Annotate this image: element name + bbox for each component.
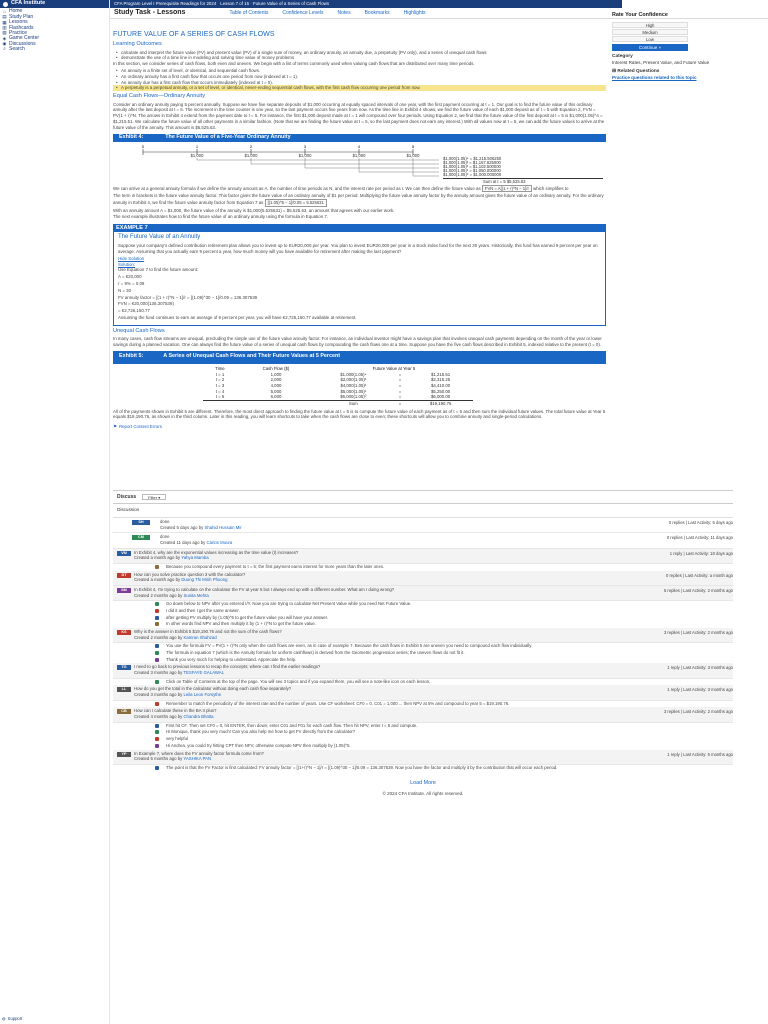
thread-meta: Created a month ago by Duong Thi Minh Phuong	[134, 577, 228, 583]
table-cell: t = 1	[215, 371, 225, 377]
discussion-thread	[113, 549, 733, 564]
avatar: YP	[117, 752, 131, 757]
table-cell: $2,000(1.05)³	[340, 377, 367, 383]
timeline-tick-label: 4	[357, 143, 361, 149]
discussion-thread	[113, 518, 733, 533]
tab-confidence-levels[interactable]: Confidence Levels	[282, 9, 324, 16]
solution-conclusion: Assuming the fund continues to earn an average of 9 percent per year, you will have €2,726,150.77 available at retirement.	[118, 315, 357, 321]
author-link[interactable]: Leila Leon Forsythe	[183, 692, 222, 698]
discussion-header	[113, 490, 733, 504]
reply-text: Because you compound every payment to t = 5; the first payment earns interest for more years than the later ones.	[166, 564, 385, 570]
timeline-tick-label: 2	[249, 143, 253, 149]
reply-text: In other words find NPV and then multiply it by (1 + r)^N to get the future value.	[166, 621, 316, 627]
reply-item	[113, 615, 733, 622]
continue-button[interactable]: Continue »	[612, 44, 688, 51]
avatar: DT	[117, 573, 131, 578]
solution-line: FV annuity factor = [(1 + r)^N − 1]/r = [(1.09)^30 − 1]/0.09 = 136.307539	[118, 294, 258, 300]
example-7-header: EXAMPLE 7	[113, 224, 606, 232]
discussion-thread	[113, 628, 733, 643]
compounding-arrow	[305, 158, 439, 168]
table-cell	[203, 400, 237, 406]
table-cell: t = 2	[215, 377, 225, 383]
sidebar-item-label: Home	[9, 8, 23, 15]
example-7-text: Suppose your company's defined contribution retirement plan allows you to invest up to EUR20,000 per year. You plan to invest EUR20,000 per year in a stock index fund for the next 30 years. Historically, this fund has earned 9 percent per year on average. Assuming that you actually earn 9 percent a year, how much money will you have available for retirement after making the last payment?	[118, 243, 598, 254]
avatar	[155, 702, 159, 706]
timeline-tick-label: 1	[195, 143, 199, 149]
avatar	[155, 658, 159, 662]
support-link[interactable]: ◍ Support	[2, 1016, 23, 1022]
table-cell: 5,000	[270, 388, 282, 394]
author-link[interactable]: YASHIKA PAN	[183, 756, 212, 762]
thread-list	[113, 518, 733, 772]
timeline-payment: $1,000	[190, 152, 204, 158]
reply-item	[113, 679, 733, 686]
avatar	[155, 622, 159, 626]
reply-item	[113, 650, 733, 657]
reply-text: Hi Andrea, you could try hitting CPT then NFV; otherwise compute NPV then multiply by (1.05)^5.	[166, 742, 351, 748]
reply-item	[113, 608, 733, 615]
avatar	[155, 744, 159, 748]
thread-meta: Created 11 days ago by Carlos Moura	[160, 540, 233, 546]
table-cell: t = 4	[215, 388, 225, 394]
study-plan-icon: ▤	[2, 14, 7, 20]
discussion-thread	[113, 685, 733, 700]
reply-item	[113, 729, 733, 736]
thread-text: In Exhibit 4, why are the exponential values increasing as the time value (t) increases?	[134, 549, 299, 555]
sidebar-item-label: Search	[9, 46, 25, 53]
thread-text: How do you get the total in the calculator without doing each cash flow separately?	[134, 686, 292, 692]
example-7-body	[113, 232, 606, 326]
solution-line: Use Equation 7 to find the future amount:	[118, 267, 199, 273]
reply-text: The point is that the FV Factor is first calculated: FV annuity factor = [(1+r)^N − 1]/r = [(1.09)^30 − 1]/0.09 = 136.307539. Now you have the factor and multiply it by the contribution that will occur each period.	[166, 764, 558, 770]
reply-text: Click on Table of Contents at the top of the page. You will see 3 topics and if you expand them, you will see a note-like icon on each lesson.	[166, 678, 431, 684]
footer: © 2024 CFA Institute. All rights reserved.	[382, 790, 464, 796]
thread-meta: Created 5 days ago by Shahid Hussain Mir	[160, 524, 242, 530]
table-cell: 1,000	[270, 371, 282, 377]
author-link[interactable]: Yahya Mamba	[181, 555, 209, 561]
hide-solution-link[interactable]: Hide Solution	[118, 255, 145, 261]
avatar: TG	[117, 665, 131, 670]
amount-paragraph: With an annuity amount A = $1,000, the future value of the annuity is $1,000(5.525631) = $5,525.63, an amount that agrees with our earlier work.	[113, 207, 395, 213]
table-cell: 6,000	[270, 394, 282, 400]
table-cell: $4,000(1.05)²	[340, 382, 367, 388]
thread-text: In Exhibit 4, I'm trying to calculate on the calculator the FV at year 5 but I always end up with a different number. What am I doing wrong?	[134, 587, 395, 593]
discuss-title: Discuss	[117, 493, 137, 500]
solution-line: = €2,726,150.77	[118, 308, 150, 314]
author-link[interactable]: Duong Thi Minh Phuong	[181, 577, 228, 583]
lesson-content	[113, 30, 606, 430]
factor-paragraph: The term in brackets is the future value annuity factor. This factor gives the future value of an ordinary annuity of $1 per period. Multiplying the future value annuity factor by the annuity amount gives the future value of an ordinary annuity. For the ordinary annuity in Exhibit 4, we find the future value annuity factor from Equation 7 as [(1.05)^5 − 1]/0.05 = 5.525631	[113, 193, 604, 206]
discussion-thread	[113, 750, 733, 765]
reply-item	[113, 765, 733, 772]
author-link[interactable]: Kamran Shahzad	[183, 634, 217, 640]
table-cell: t = 5	[215, 394, 225, 400]
avatar: SH	[132, 520, 150, 525]
table-cell: 4,000	[270, 382, 282, 388]
timeline-future-value: $1,000(1.05)⁴ = $1,215.506250	[443, 155, 502, 161]
discussions-icon: ◉	[2, 41, 7, 47]
sidebar-item-label: Study Plan	[9, 13, 34, 20]
tab-table-of-contents[interactable]: Table of Contents	[229, 9, 269, 16]
related-questions-label: ⊞ Related Questions	[612, 68, 660, 74]
reply-item	[113, 621, 733, 628]
thread-stats: 3 replies | Last Activity: 2 months ago	[663, 709, 733, 715]
table-cell: $1,000(1.05)⁴	[340, 371, 367, 377]
table-cell: =	[398, 382, 402, 388]
table-cell: $19,190.76	[408, 400, 473, 406]
solution-lines	[118, 267, 601, 314]
page-title: Study Task - Lessons	[114, 9, 186, 17]
confidence-medium-option[interactable]: Medium	[612, 29, 688, 35]
thread-stats: 1 reply | Last Activity: 18 days ago	[669, 550, 733, 556]
thread-text: How can you solve practice question 3 with the calculator?	[134, 571, 246, 577]
solution-line: N = 30	[118, 287, 132, 293]
table-cell: $1,215.51	[431, 371, 451, 377]
table-cell: =	[398, 394, 402, 400]
reply-item	[113, 723, 733, 730]
closing-paragraph: All of the payments shown in Exhibit 5 are different. Therefore, the most direct approach to finding the future value at t = 5 is to compute the future value of each payment as of t = 5 and then sum the individual future values. The total future value at Year 5 equals $19,190.76, as shown in the third column. Later in this reading, you will learn shortcuts to take when the cash flows are close to even; these shortcuts will allow you to combine annuity and single-period calculations.	[113, 408, 606, 420]
solution-line: FVN = €20,000(136.307539)	[118, 301, 174, 307]
table-row	[203, 400, 473, 406]
thread-text: Why is the answer in Exhibit 5 $19,190.76 and not the sum of the cash flows?	[134, 629, 282, 635]
brand-bar[interactable]	[0, 0, 109, 8]
table-cell: =	[398, 377, 402, 383]
breadcrumb-lesson[interactable]: Lesson 7 of 15 · Future Value of a Series of Cash Flows	[220, 1, 330, 7]
category-value: Interest Rates, Present Value, and Future Value	[612, 60, 710, 66]
avatar: LL	[117, 687, 131, 692]
lessons-icon: ▦	[2, 19, 7, 25]
table-cell: $6,000(1.05)⁰	[340, 394, 367, 400]
tab-notes[interactable]: Notes	[337, 9, 351, 16]
thread-text: done	[160, 534, 170, 540]
avatar	[155, 602, 159, 606]
thread-meta: Created 2 months ago by Sunita Mehta	[134, 592, 209, 598]
exhibit-4-header: Exhibit 4: The Future Value of a Five-Year Ordinary Annuity	[113, 134, 606, 142]
brand-name: CFA Institute	[11, 0, 46, 7]
table-cell: 2,000	[270, 377, 282, 383]
tab-bookmarks[interactable]: Bookmarks	[364, 9, 390, 16]
avatar: SM	[117, 588, 131, 593]
reply-item	[113, 643, 733, 650]
timeline-future-value: $1,000(1.05)² = $1,102.500000	[443, 163, 501, 169]
filter-dropdown[interactable]: Filter ▾	[142, 494, 166, 500]
unequal-cash-flows-title: Unequal Cash Flows	[113, 327, 165, 334]
timeline-payment: $1,000	[244, 152, 258, 158]
related-icon: ⊞	[612, 68, 618, 74]
timeline-tick-label: 5	[411, 143, 415, 149]
thread-meta: Created 3 months ago by TESFAYE GALAWAL	[134, 670, 225, 676]
avatar	[155, 680, 159, 684]
timeline-future-value: $1,000(1.05)⁰ = $1,000.000000	[443, 171, 502, 177]
thread-stats: 0 replies | Last Activity: 5 days ago	[668, 520, 733, 525]
reply-text: Go down below to NPV after you entered I/Y. Now you are trying to calculate Net Present Value while you need Net Future Value.	[166, 601, 412, 607]
author-link[interactable]: Chandra Bhatta	[183, 714, 214, 720]
thread-stats: 5 replies | Last Activity: 2 months ago	[663, 588, 733, 594]
home-icon: ⌂	[3, 8, 6, 14]
avatar	[155, 616, 159, 620]
general-formula-paragraph: We can arrive at a general annuity formula if we define the annuity amount as A, the number of time periods as N, and the interest rate per period as r. We can then define the future value as FVN = A[(1 + r)^N − 1]/r which simplifies to	[113, 185, 569, 191]
thread-text: I need to go back to previous lessons to recap the concepts; where can I find the earlier readings?	[134, 664, 321, 670]
thread-text: In Example 7, where does the FV annuity factor formula come from?	[134, 750, 264, 756]
thread-stats: 1 reply | Last Activity: 5 months ago	[667, 751, 733, 757]
avatar: VM	[117, 551, 131, 556]
reply-item	[113, 601, 733, 608]
discussion-thread	[113, 533, 733, 548]
table-cell: $5,000(1.05)¹	[340, 388, 367, 394]
solution-line: r = 9% = 0.09	[118, 281, 145, 287]
learning-outcomes-title: Learning Outcomes	[113, 41, 162, 48]
exhibit-5-header: Exhibit 5: A Series of Unequal Cash Flows and Their Future Values at 5 Percent	[113, 351, 606, 364]
equal-cash-flows-paragraph: Consider an ordinary annuity paying 5 percent annually. Suppose we have five separate deposits of $1,000 occurring at equally spaced intervals of one year, with the first payment occurring at t = 1. Our goal is to find the future value of this ordinary annuity after the last deposit at t = 5. The increment in the time counter is one year, so the last payment occurs five years from now. As the time line in Exhibit 4 shows, we find the future value of each $1,000 deposit as of t = 5 with Equation 2, FVN = PV(1 + r)^N. The arrows in Exhibit 4 extend from the payment date to t = 5. For instance, the first $1,000 deposit made at t = 1 will compound over four periods. Using Equation 2, we find that the future value of the first deposit at t = 5 is $1,000(1.05)^4 = $1,215.51. We calculate the future value of all other payments in a similar fashion. (Note that we are finding the future value at t = 5, so the last payment does not earn any interest.) With all values now at t = 5, we can add the future values to arrive at the future value of the annuity. This amount is $5,525.63.	[113, 101, 605, 130]
timeline-tick-label: 3	[303, 143, 307, 149]
table-cell: =	[398, 388, 402, 394]
exhibit-4-timeline	[113, 144, 606, 182]
reply-text: very helpful	[166, 736, 188, 742]
sidebar-item-label: Discussions	[9, 40, 36, 47]
load-more-button[interactable]: Load More	[410, 779, 436, 786]
confidence-panel	[612, 12, 722, 81]
avatar: KS	[117, 630, 131, 635]
discussion-thread	[113, 586, 733, 601]
confidence-low-option[interactable]: Low	[612, 36, 688, 42]
table-cell: $2,315.25	[431, 377, 451, 383]
timeline-tick-label: 0	[141, 143, 145, 149]
table-cell: Sum	[315, 400, 392, 406]
avatar	[155, 730, 159, 734]
intro-paragraph: In this section, we consider series of cash flows, both even and uneven. We begin with a list of terms commonly used when valuing cash flows that are distributed over many time periods.	[113, 61, 475, 67]
related-questions-link[interactable]: Practice questions related to this topic	[612, 74, 697, 80]
section-title: FUTURE VALUE OF A SERIES OF CASH FLOWS	[113, 31, 275, 38]
thread-meta: Created 2 months ago by Kamran Shahzad	[134, 634, 217, 640]
avatar: CM	[132, 535, 150, 540]
definition-annuity-due: • An annuity due has a first cash flow that occurs immediately (indexed at t = 0).	[113, 80, 606, 86]
reply-item	[113, 657, 733, 664]
learning-outcome: • calculate and interpret the future value (FV) and present value (PV) of a single sum of money, an ordinary annuity, an annuity due, a perpetuity (PV only), and a series of unequal cash flows	[113, 50, 606, 56]
solution-label: Solution:	[118, 261, 136, 267]
thread-stats: 1 reply | Last Activity: 3 months ago	[667, 665, 733, 671]
table-cell: $4,410.00	[431, 382, 451, 388]
sidebar-item-label: Lessons	[9, 19, 28, 26]
thread-stats: 3 replies | Last Activity: 2 months ago	[663, 630, 733, 636]
timeline-sum: Sum at t = 5 $5,525.63	[443, 178, 603, 185]
sidebar-item-label: Flashcards	[9, 24, 34, 31]
learning-outcome: • demonstrate the use of a time line in modeling and solving time value of money problems	[113, 55, 606, 61]
timeline-payment: $1,000	[406, 152, 420, 158]
timeline-future-value: $1,000(1.05)³ = $1,157.625000	[443, 159, 501, 165]
avatar	[155, 737, 159, 741]
table-cell: =	[392, 400, 409, 406]
unequal-cash-flows-paragraph: In many cases, cash flow streams are unequal, precluding the simple use of the future value annuity factor. For instance, an individual investor might have a savings plan that involves unequal cash payments depending on the month of the year or lower savings during a planned vacation. One can always find the future value of a series of unequal cash flows by compounding the cash flows one at a time. Suppose you have the five cash flows described in Exhibit 5, indexed relative to the present (t = 0).	[113, 336, 602, 348]
thread-text: How can I calculate these in the BA II plus?	[134, 708, 217, 714]
annuity-formula: FVN = A[(1 + r)^N − 1]/r	[482, 185, 532, 193]
sidebar-item-search[interactable]	[2, 47, 109, 52]
reply-text: I did it and then I get the same answer.	[166, 608, 240, 614]
reply-text: Thank you very much for helping to understand. Appreciate the help.	[166, 656, 297, 662]
avatar: CB	[117, 709, 131, 714]
avatar	[155, 724, 159, 728]
table-cell: t = 3	[215, 382, 225, 388]
thread-stats: 0 replies | Last Activity: a month ago	[666, 572, 733, 578]
example-7-title: The Future Value of an Annuity	[118, 234, 201, 241]
avatar	[155, 766, 159, 770]
discussion-thread	[113, 571, 733, 586]
author-link[interactable]: TESFAYE GALAWAL	[183, 670, 225, 676]
timeline-payment: $1,000	[352, 152, 366, 158]
confidence-title: Rate Your Confidence	[612, 12, 668, 18]
table-cell: =	[398, 371, 402, 377]
timeline-payment: $1,000	[298, 152, 312, 158]
avatar	[155, 651, 159, 655]
practice-icon: ▧	[2, 30, 7, 36]
sidebar-item-label: Practice	[9, 29, 28, 36]
reply-item	[113, 564, 733, 571]
compounding-arrow	[413, 158, 439, 176]
cash-flow-table	[203, 366, 473, 407]
breadcrumb-program[interactable]: CFA Program Level I Prerequisite Readings for 2024	[114, 1, 217, 7]
author-link[interactable]: Carlos Moura	[206, 540, 233, 546]
table-cell	[237, 400, 315, 406]
table-cell: $5,250.00	[431, 388, 451, 394]
search-icon: ⌕	[3, 46, 6, 52]
definition-ordinary-annuity: • An ordinary annuity has a first cash flow that occurs one period from now (indexed at t = 1).	[113, 74, 606, 80]
definition-annuity: • An annuity is a finite set of level, or identical, and sequential cash flows.	[113, 68, 606, 74]
reply-item	[113, 736, 733, 743]
reply-text: Remember to match the periodicity of the interest rate and the number of years. Use CF worksheet: CF0 = 0, C01 = 1,000 ... then NPV at 5% and compound to year 5 = $19,190.76.	[166, 700, 510, 706]
factor-formula: [(1.05)^5 − 1]/0.05 = 5.525631	[265, 199, 327, 207]
col-time: Time	[215, 365, 225, 371]
discussion-section	[113, 490, 733, 797]
sidebar-item-label: Game Center	[9, 35, 40, 42]
discussion-subtitle: Discussion	[113, 504, 733, 518]
thread-meta: Created 3 months ago by Leila Leon Forsythe	[134, 692, 222, 698]
left-sidebar	[0, 0, 110, 1024]
reply-text: You use the formula FV = PV(1 + r)^N only when the cash flows are even, as in case of example 7. Because the cash flows in Exhibit 5 are uneven you need to compound each flow individually.	[166, 643, 533, 649]
confidence-high-option[interactable]: High	[612, 22, 688, 28]
reply-text: The formula in equation 7 (which is the Annuity formula for uniform cashflows) is derived from the Geometric progression series; the uneven flows do not fit it.	[166, 650, 465, 656]
reply-text: after getting PV multiply by (1.05)^5 to get the future value you will have your answer.	[166, 614, 329, 620]
game-center-icon: ◈	[2, 35, 7, 41]
table-cell: $6,000.00	[431, 394, 451, 400]
definition-perpetuity: • A perpetuity is a perpetual annuity, or a set of level, or identical, never-ending sequential cash flows, with the first cash flow occurring one period from now.	[113, 85, 606, 91]
chevron-down-icon: ▾	[158, 495, 161, 500]
sidebar-nav	[0, 8, 109, 52]
reply-text: First hit CF. Then set CF0 = 0, hit ENTER, then down; enter C01 and F01 for each cash flow. Then hit NPV, enter I = 5 and compute.	[166, 722, 418, 728]
thread-stats: 0 replies | Last Activity: 11 days ago	[666, 535, 733, 541]
reply-item	[113, 743, 733, 750]
breadcrumb	[110, 0, 622, 8]
equal-cash-flows-title: Equal Cash Flows—Ordinary Annuity	[113, 93, 206, 100]
author-link[interactable]: Shahid Hussain Mir	[204, 524, 242, 530]
reply-text: Hi Monique, thank you very much! Can you also help me how to get FV directly from the calculator?	[166, 729, 356, 735]
thread-meta: Created a month ago by Yahya Mamba	[134, 555, 209, 561]
reply-item	[113, 701, 733, 708]
timeline-future-value: $1,000(1.05)¹ = $1,050.000000	[443, 167, 501, 173]
col-cash-flow: Cash Flow ($)	[262, 365, 290, 371]
cfa-logo-icon	[3, 2, 8, 7]
col-future-value: Future Value at Year 5	[372, 365, 416, 371]
solution-line: A = €20,000	[118, 274, 142, 280]
flashcards-icon: ▥	[2, 24, 7, 30]
support-icon: ◍	[2, 1016, 6, 1022]
discussion-thread	[113, 707, 733, 722]
tab-highlights[interactable]: Highlights	[403, 9, 426, 16]
report-errors-link[interactable]: ⚑ Report Content Errors	[113, 424, 162, 430]
flag-icon: ⚑	[113, 424, 117, 430]
thread-text: done	[160, 519, 170, 524]
next-example-paragraph: The next example illustrates how to find the future value of an ordinary annuity using the formula in Equation 7.	[113, 214, 329, 220]
author-link[interactable]: Sunita Mehta	[183, 592, 209, 598]
avatar	[155, 609, 159, 613]
avatar	[155, 644, 159, 648]
avatar	[155, 565, 159, 569]
discussion-thread	[113, 663, 733, 678]
thread-stats: 1 reply | Last Activity: 3 months ago	[667, 687, 733, 693]
category-label: Category	[612, 54, 633, 60]
thread-meta: Created 4 months ago by Chandra Bhatta	[134, 714, 214, 720]
thread-meta: Created 5 months ago by YASHIKA PAN	[134, 756, 212, 762]
